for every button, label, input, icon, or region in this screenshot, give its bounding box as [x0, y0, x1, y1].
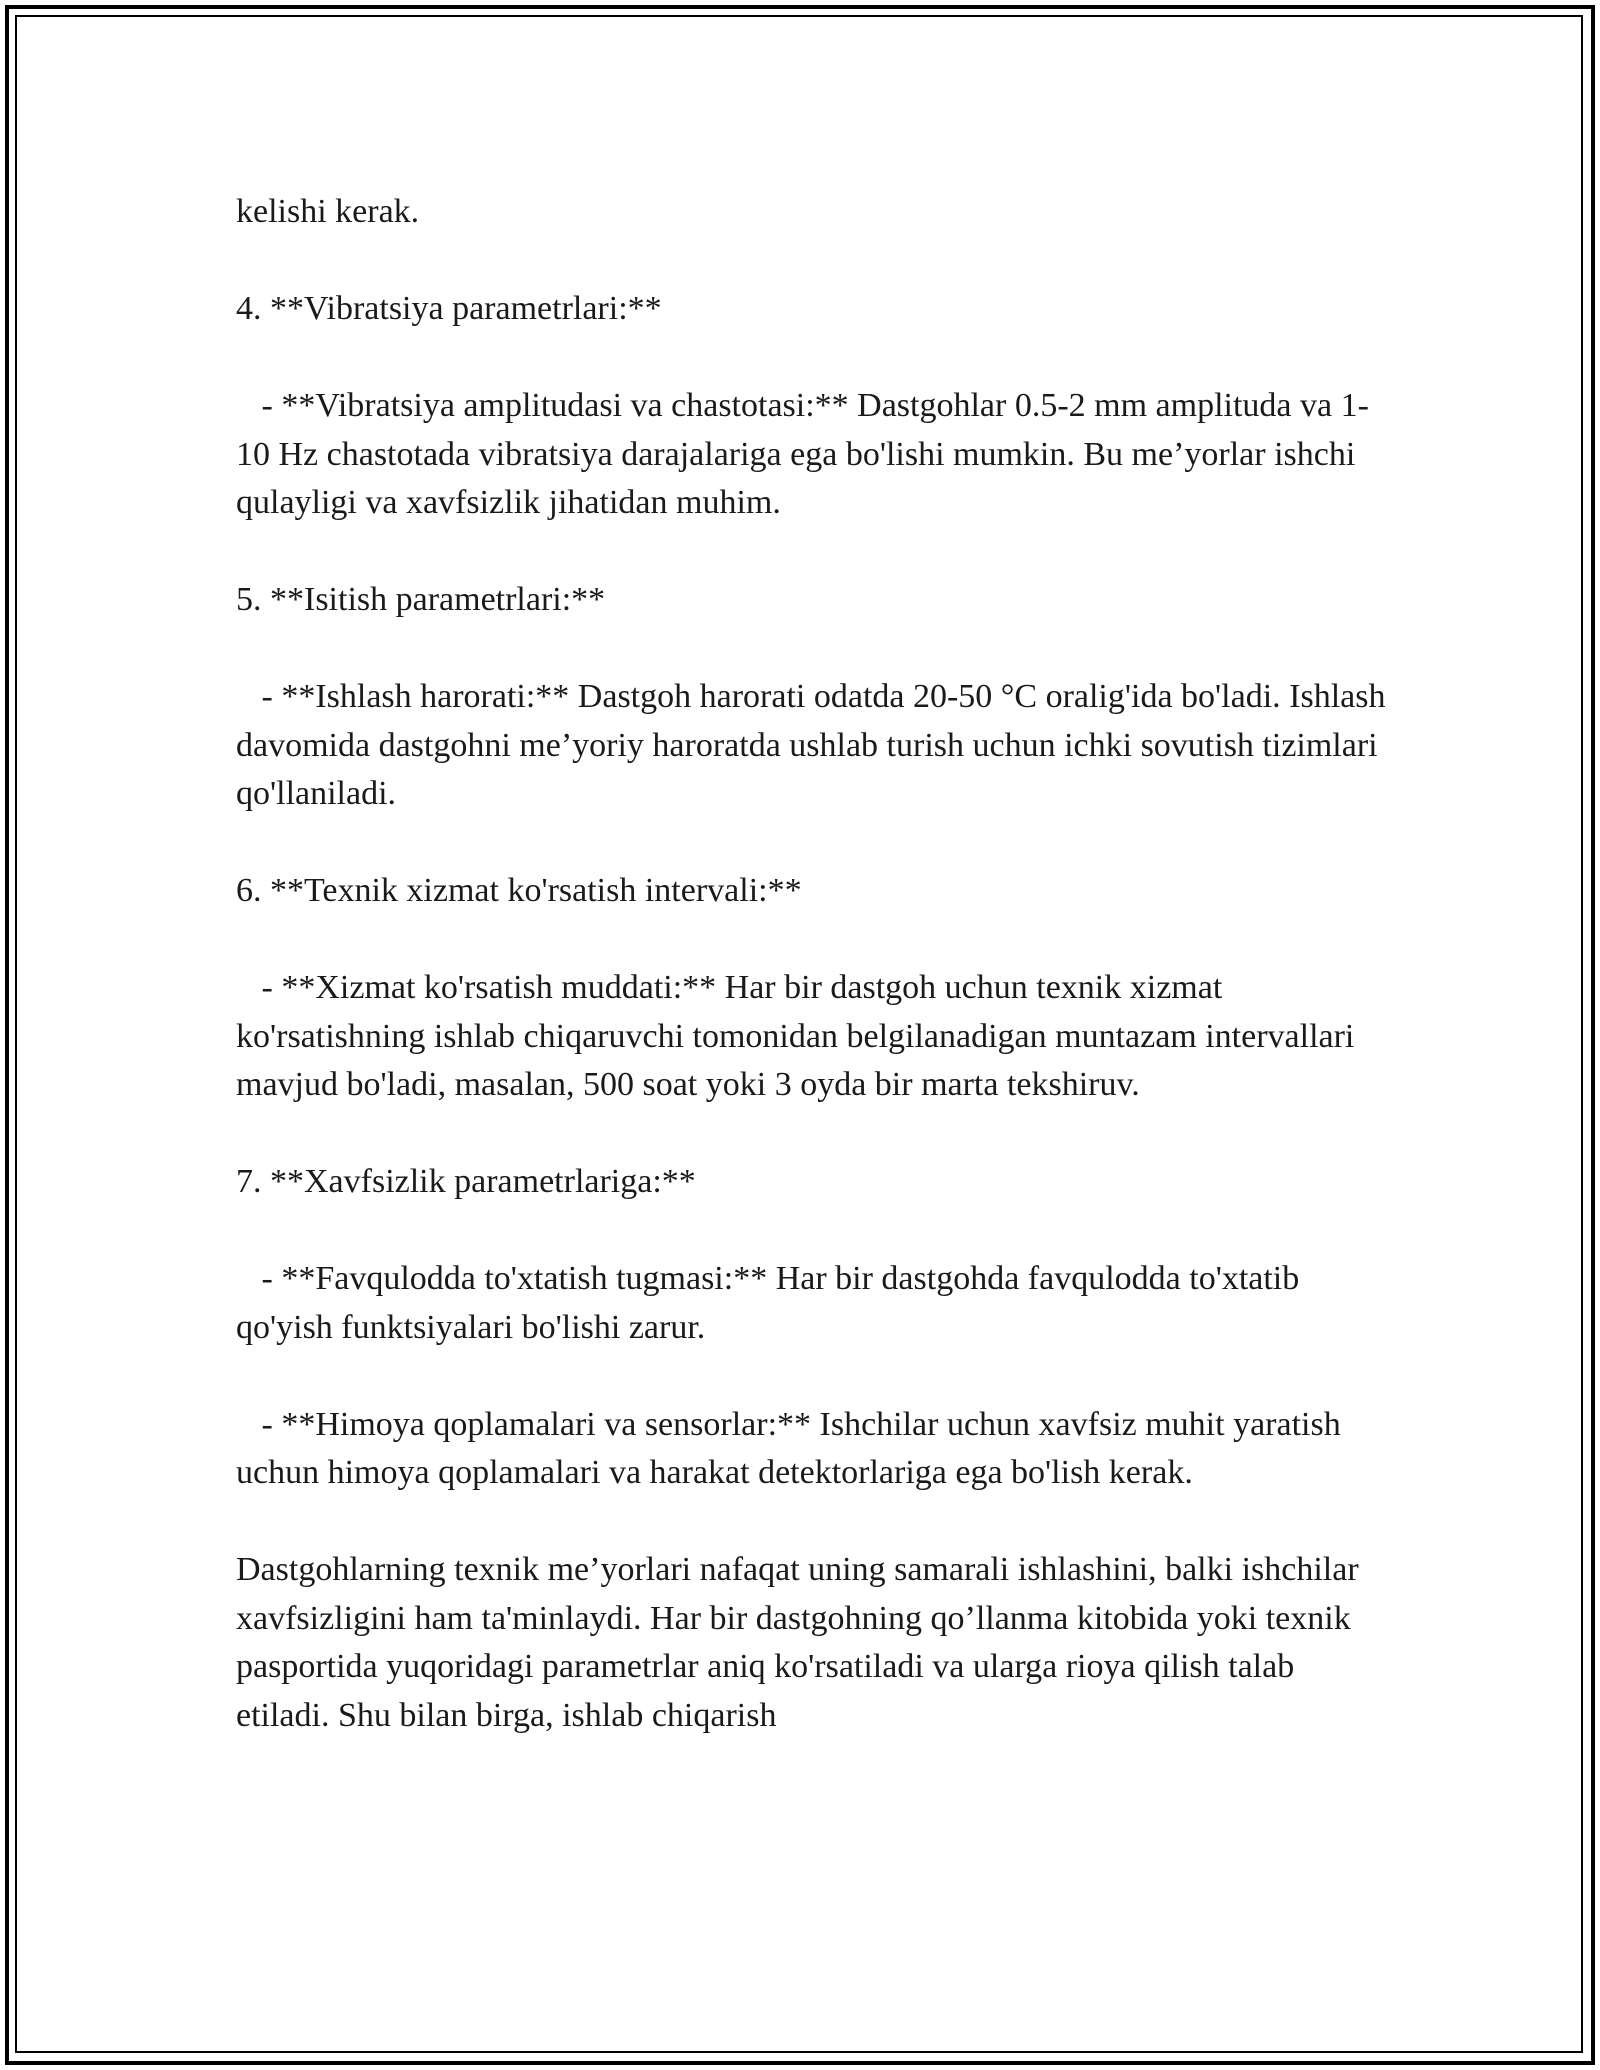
- document-body: [236, 188, 1396, 1740]
- paragraph-conclusion: Dastgohlarning texnik me’yorlari nafaqat uning samarali ishlashini, balki ishchilar xavfsizligini ham ta'minlaydi. Har bir dastgohning qo’llanma kitobida yoki texnik pasportida yuqoridagi parametrlar aniq ko'rsatiladi va ularga rioya qilish talab etiladi. Shu bilan birga, ishlab chiqarish: [236, 1551, 1368, 1734]
- item-operating-temperature: - **Ishlash harorati:** Dastgoh harorati odatda 20-50 °C oralig'ida bo'ladi. Ishlash davomida dastgohni me’yoriy haroratda ushlab turish uchun ichki sovutish tizimlari qo'llaniladi.: [236, 678, 1394, 812]
- item-emergency-stop: - **Favqulodda to'xtatish tugmasi:** Har bir dastgohda favqulodda to'xtatib qo'yish funktsiyalari bo'lishi zarur.: [236, 1260, 1308, 1346]
- heading-maintenance-interval: 6. **Texnik xizmat ko'rsatish intervali:**: [236, 872, 802, 909]
- heading-safety-parameters: 7. **Xavfsizlik parametrlariga:**: [236, 1163, 696, 1200]
- heading-heating-parameters: 5. **Isitish parametrlari:**: [236, 581, 606, 618]
- item-vibration-amplitude: - **Vibratsiya amplitudasi va chastotasi:** Dastgohlar 0.5-2 mm amplituda va 1-10 Hz chastotada vibratsiya darajalariga ega bo'lishi mumkin. Bu me’yorlar ishchi qulayligi va xavfsizlik jihatidan muhim.: [236, 387, 1369, 521]
- item-service-period: - **Xizmat ko'rsatish muddati:** Har bir dastgoh uchun texnik xizmat ko'rsatishning ishlab chiqaruvchi tomonidan belgilanadigan muntazam intervallari mavjud bo'ladi, masalan, 500 soat yoki 3 oyda bir marta tekshiruv.: [236, 969, 1363, 1103]
- heading-vibration-parameters: 4. **Vibratsiya parametrlari:**: [236, 290, 662, 327]
- paragraph-continuation: kelishi kerak.: [236, 193, 420, 230]
- item-protective-covers: - **Himoya qoplamalari va sensorlar:** Ishchilar uchun xavfsiz muhit yaratish uchun himoya qoplamalari va harakat detektorlariga ega bo'lish kerak.: [236, 1405, 1350, 1491]
